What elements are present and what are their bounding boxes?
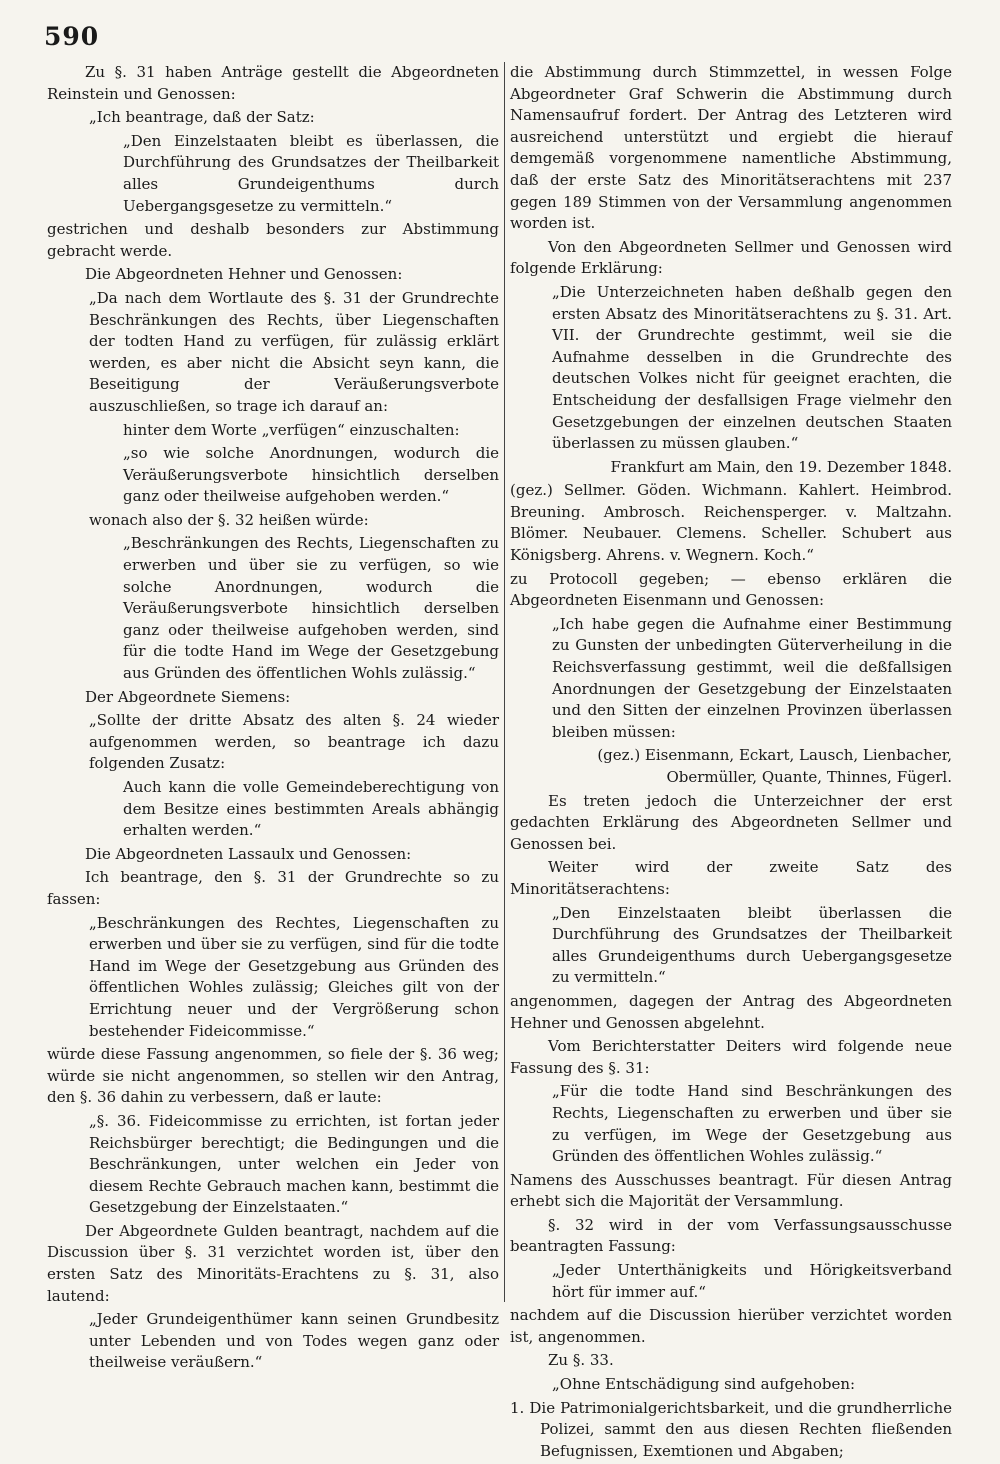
right-column-paragraph: Weiter wird der zweite Satz des Minoritätserachtens: [510,858,952,898]
right-column-paragraph: Namens des Ausschusses beantragt. Für diesen Antrag erhebt sich die Majorität der Versammlung. [510,1170,952,1211]
left-column-paragraph: „Da nach dem Wortlaute des §. 31 der Grundrechte Beschränkungen des Rechts, über Liegenschaften der todten Hand zu verfügen, für zulässig erklärt werden, es aber nicht die Absicht seyn kann, die Beseitigung der Veräußerungsverbote auszuschließen, so trage ich darauf an: [89,288,499,415]
right-column-paragraph: „Den Einzelstaaten bleibt überlassen die Durchführung des Grundsatzes der Theilbarkeit alles Grundeigenthums durch Uebergangsgesetze zu vermitteln.“ [552,903,952,987]
left-column-paragraph: „Beschränkungen des Rechtes, Liegenschaften zu erwerben und über sie zu verfügen, sind für die todte Hand im Wege der Gesetzgebung aus Gründen des öffentlichen Wohles zulässig; Gleiches gilt von der Errichtung neuer und der Vergrößerung schon bestehender Fideicommisse.“ [89,913,499,1040]
right-column-paragraph: Zu §. 33. [548,1351,614,1370]
left-column-paragraph: „Den Einzelstaaten bleibt es überlassen, die Durchführung des Grundsatzes der Theilbarkeit alles Grundeigenthums durch Uebergangsgesetze zu vermitteln.“ [123,131,499,215]
right-column-paragraph: die Abstimmung durch Stimmzettel, in wessen Folge Abgeordneter Graf Schwerin die Abstimmung durch Namensaufruf fordert. Der Antrag des Letzteren wird ausreichend unterstützt und ergiebt die hierauf demgemäß vorgenommene namentliche Abstimmung, daß der erste Satz des Minoritätserachtens mit 237 gegen 189 Stimmen von der Versammlung angenommen worden ist. [510,63,952,233]
right-column-paragraph: Frankfurt am Main, den 19. Dezember 1848. [610,457,952,476]
right-column-paragraph: Es treten jedoch die Unterzeichner der erst gedachten Erklärung des Abgeordneten Sellmer und Genossen bei. [510,791,952,853]
left-column-paragraph: Zu §. 31 haben Anträge gestellt die Abgeordneten Reinstein und Genossen: [47,63,499,103]
right-column-paragraph: Von den Abgeordneten Sellmer und Genossen wird folgende Erklärung: [510,237,952,278]
right-column-paragraph: „Ich habe gegen die Aufnahme einer Bestimmung zu Gunsten der unbedingten Güterverheilung in die Reichsverfassung gestimmt, weil die deßfallsigen Anordnungen der Gesetzgebung der Einzelstaaten und den Sitten der einzelnen Provinzen überlassen bleiben müssen: [552,614,952,741]
left-column-paragraph: „Beschränkungen des Rechts, Liegenschaften zu erwerben und über sie zu verfügen, so wie solche Anordnungen, wodurch die Veräußerungsverbote hinsichtlich derselben ganz oder theilweise aufgehoben werden, sind für die todte Hand im Wege der Gesetzgebung aus Gründen des öffentlichen Wohls zulässig.“ [123,534,499,683]
right-column [510,62,952,1464]
right-column-paragraph: nachdem auf die Discussion hierüber verzichtet worden ist, angenommen. [510,1306,952,1346]
left-column-paragraph: Der Abgeordnete Gulden beantragt, nachdem auf die Discussion über §. 31 verzichtet worden ist, über den ersten Satz des Minoritäts-Erachtens zu §. 31, also lautend: [47,1221,499,1305]
left-column-paragraph: „Ich beantrage, daß der Satz: [89,108,315,127]
right-column-paragraph: zu Protocoll gegeben; — ebenso erklären die Abgeordneten Eisenmann und Genossen: [510,569,952,610]
left-column-paragraph: würde diese Fassung angenommen, so fiele der §. 36 weg; würde sie nicht angenommen, so stellen wir den Antrag, den §. 36 dahin zu verbessern, daß er laute: [47,1045,499,1107]
left-column-paragraph: „Jeder Grundeigenthümer kann seinen Grundbesitz unter Lebenden und von Todes wegen ganz oder theilweise veräußern.“ [89,1310,499,1372]
left-column-paragraph: gestrichen und deshalb besonders zur Abstimmung gebracht werde. [47,220,499,260]
left-column-paragraph: Die Abgeordneten Hehner und Genossen: [85,265,403,284]
left-column-paragraph: „§. 36. Fideicommisse zu errichten, ist fortan jeder Reichsbürger berechtigt; die Bedingungen und die Beschränkungen, unter welchen ein Jeder von diesem Rechte Gebrauch machen kann, bestimmt die Gesetzgebung der Einzelstaaten.“ [89,1111,499,1217]
left-column-paragraph: Der Abgeordnete Siemens: [85,687,291,706]
left-column-paragraph: wonach also der §. 32 heißen würde: [89,510,369,529]
left-column [47,62,499,1376]
right-column-paragraph: §. 32 wird in der vom Verfassungsausschusse beantragten Fassung: [510,1215,952,1256]
right-column-paragraph: (gez.) Eisenmann, Eckart, Lausch, Lienbacher, Obermüller, Quante, Thinnes, Fügerl. [597,746,952,786]
left-column-paragraph: Ich beantrage, den §. 31 der Grundrechte so zu fassen: [47,868,499,908]
right-column-paragraph: „Die Unterzeichneten haben deßhalb gegen den ersten Absatz des Minoritätserachtens zu §. 31. Art. VII. der Grundrechte gestimmt, weil sie die Aufnahme desselben in die Grundrechte des deutschen Volkes nicht für geeignet erachten, die Entscheidung der desfallsigen Frage vielmehr den Gesetzgebungen der einzelnen deutschen Staaten überlassen zu müssen glauben.“ [552,282,952,453]
right-column-paragraph: Vom Berichterstatter Deiters wird folgende neue Fassung des §. 31: [510,1037,952,1077]
right-column-paragraph: angenommen, dagegen der Antrag des Abgeordneten Hehner und Genossen abgelehnt. [510,991,952,1032]
right-column-paragraph: (gez.) Sellmer. Göden. Wichmann. Kahlert. Heimbrod. Breuning. Ambrosch. Reichensperger. v. Maltzahn. Blömer. Neubauer. Clemens. Scheller. Schubert aus Königsberg. Ahrens. v. Wegnern. Koch.“ [510,481,952,565]
left-column-paragraph: Die Abgeordneten Lassaulx und Genossen: [85,844,412,863]
left-column-paragraph: „so wie solche Anordnungen, wodurch die Veräußerungsverbote hinsichtlich derselben ganz oder theilweise aufgehoben werden.“ [123,444,499,506]
left-column-paragraph: hinter dem Worte „verfügen“ einzuschalten: [123,420,460,439]
right-column-paragraph: „Jeder Unterthänigkeits und Hörigkeitsverband hört für immer auf.“ [552,1261,952,1301]
left-column-paragraph: „Sollte der dritte Absatz des alten §. 24 wieder aufgenommen werden, so beantrage ich dazu folgenden Zusatz: [89,711,499,773]
right-column-paragraph: 1. Die Patrimonialgerichtsbarkeit, und die grundherrliche Polizei, sammt den aus diesen Rechten fließenden Befugnissen, Exemtionen und Abgaben; [510,1398,952,1460]
right-column-paragraph: „Ohne Entschädigung sind aufgehoben: [552,1375,856,1394]
right-column-paragraph: „Für die todte Hand sind Beschränkungen des Rechts, Liegenschaften zu erwerben und über sie zu verfügen, im Wege der Gesetzgebung aus Gründen des öffentlichen Wohles zulässig.“ [552,1082,952,1166]
column-divider [504,62,505,1302]
left-column-paragraph: Auch kann die volle Gemeindeberechtigung von dem Besitze eines bestimmten Areals abhängig erhalten werden.“ [123,778,499,840]
page-number: 590 [44,22,100,51]
